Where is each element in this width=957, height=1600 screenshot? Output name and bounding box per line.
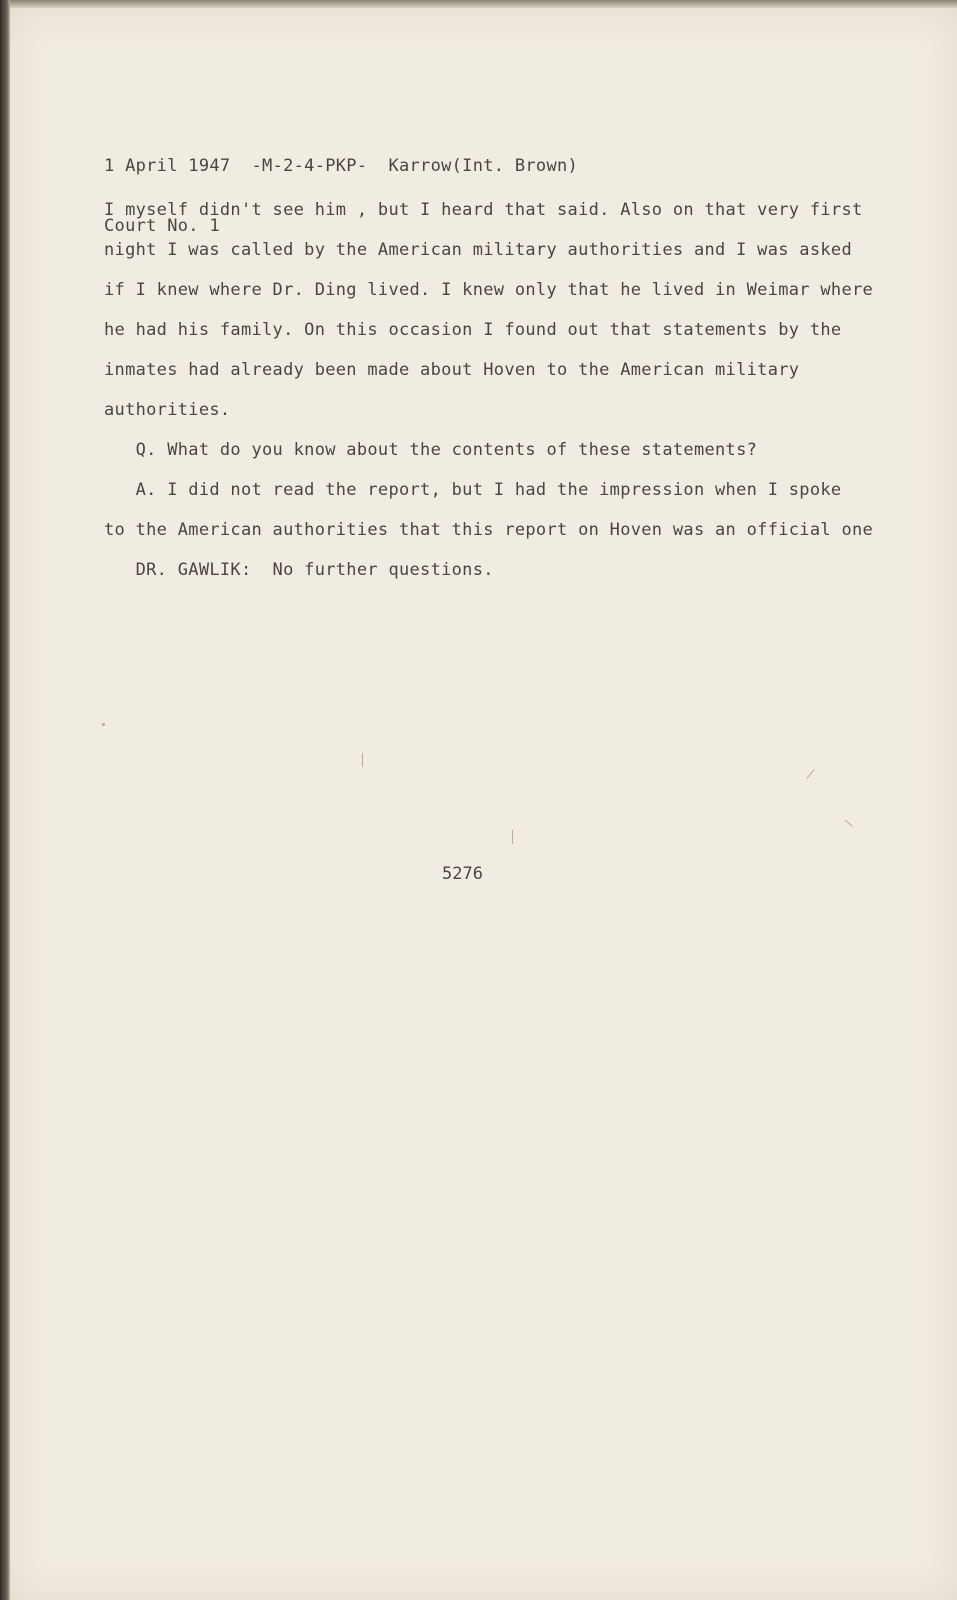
speaker-line: DR. GAWLIK: No further questions. [104,560,494,580]
paper-speck [806,769,814,779]
header-date-line: 1 April 1947 -M-2-4-PKP- Karrow(Int. Brown) [104,156,579,176]
answer-line: A. I did not read the report, but I had the impression when I spoke [104,480,842,500]
transcript-line: if I knew where Dr. Ding lived. I knew only that he lived in Weimar where [104,280,874,300]
transcript-line: he had his family. On this occasion I found out that statements by the [104,320,842,340]
transcript-line: night I was called by the American military authorities and I was asked [104,240,852,260]
page-binding-edge [0,0,10,1600]
page-top-edge [10,0,957,8]
transcript-line: I myself didn't see him , but I heard that said. Also on that very first [104,200,863,220]
paper-speck [512,830,513,844]
paper-speck [844,819,852,826]
paper-speck [102,723,105,726]
transcript-line: to the American authorities that this report on Hoven was an official one [104,520,874,540]
transcript-line: inmates had already been made about Hoven to the American military [104,360,800,380]
page-number: 5276 [442,864,483,884]
header-court-line: Court No. 1 [104,216,220,236]
transcript-line: authorities. [104,400,231,420]
paper-speck [362,753,363,767]
question-line: Q. What do you know about the contents of these statements? [104,440,758,460]
